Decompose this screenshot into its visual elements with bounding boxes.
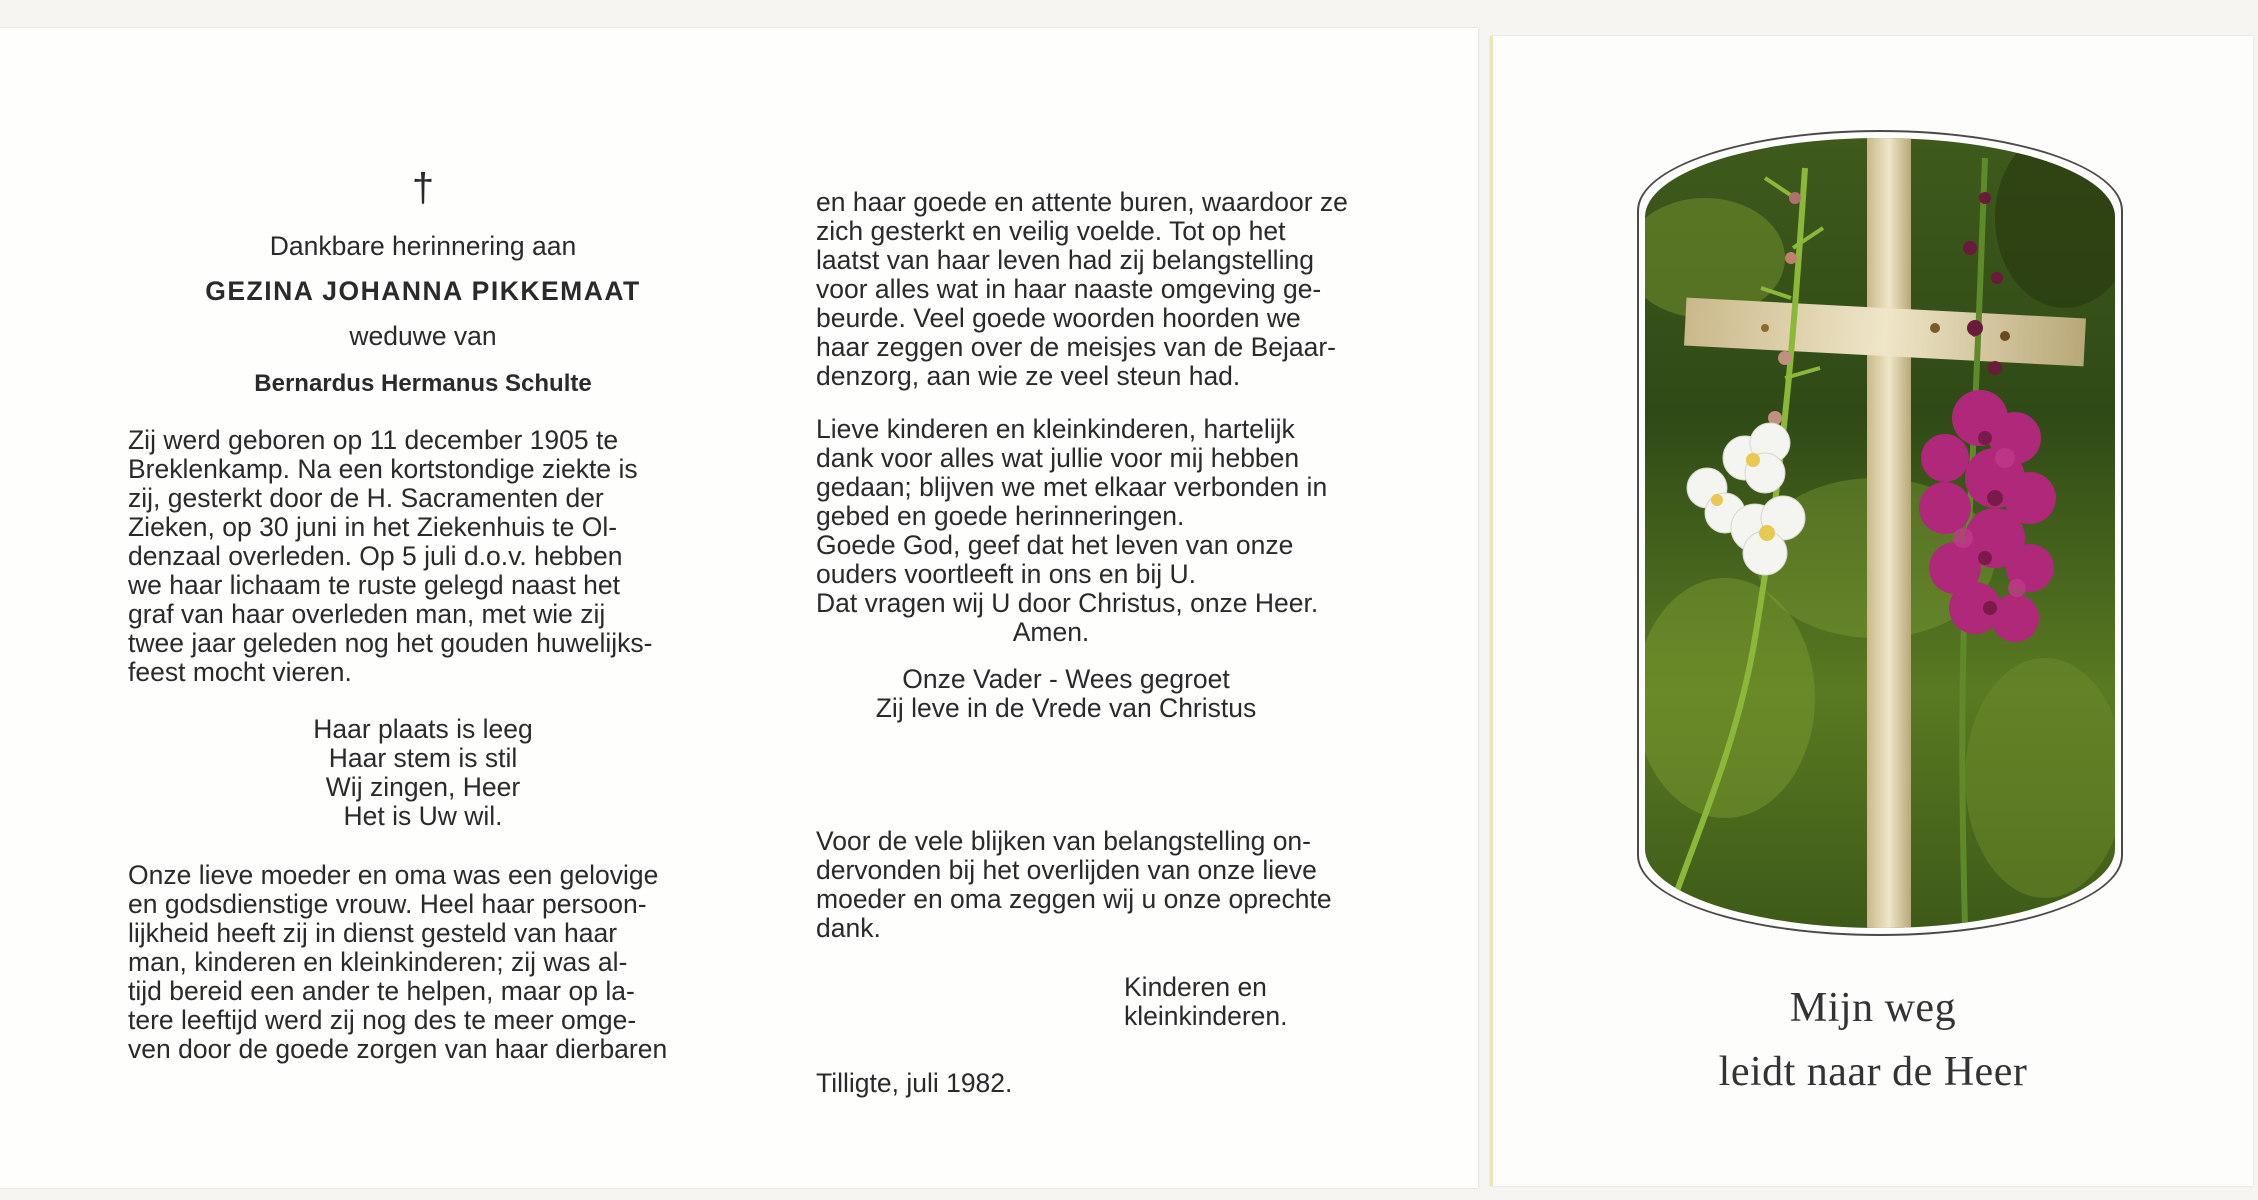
farewell-line: dank voor alles wat jullie voor mij hebben bbox=[816, 443, 1300, 473]
tribute-line: ven door de goede zorgen van haar dierbaren bbox=[128, 1034, 668, 1064]
biography-line: Breklenkamp. Na een kortstondige ziekte is bbox=[128, 454, 638, 484]
thanks-line: dank. bbox=[816, 913, 881, 943]
tribute-line: haar zeggen over de meisjes van de Bejaar- bbox=[816, 332, 1336, 362]
tribute-line: beurde. Veel goede woorden hoorden we bbox=[816, 303, 1301, 333]
tribute-line: tijd bereid een ander te helpen, maar op la- bbox=[128, 976, 635, 1006]
tribute-line: tere leeftijd werd zij nog des te meer omge- bbox=[128, 1005, 637, 1035]
place-date: Tilligte, juli 1982. bbox=[816, 1068, 1013, 1098]
tribute-line: laatst van haar leven had zij belangstelling bbox=[816, 245, 1314, 275]
tribute-paragraph bbox=[128, 861, 718, 1064]
biography-line: Zij werd geboren op 11 december 1905 te bbox=[128, 425, 619, 455]
cross-icon: † bbox=[411, 166, 435, 210]
thanks-line: moeder en oma zeggen wij u onze oprechte bbox=[816, 884, 1332, 914]
biography-paragraph bbox=[128, 426, 718, 687]
prayer-line: Zij leve in de Vrede van Christus bbox=[875, 693, 1257, 723]
husband-name: Bernardus Hermanus Schulte bbox=[254, 370, 592, 397]
tribute-continued-paragraph bbox=[816, 188, 1396, 391]
signature-line: Kinderen en bbox=[1124, 972, 1267, 1002]
memorial-card-inside bbox=[0, 28, 1478, 1188]
biography-line: denzaal overleden. Op 5 juli d.o.v. hebben bbox=[128, 541, 623, 571]
thanks-line: Voor de vele blijken van belangstelling on- bbox=[816, 826, 1311, 856]
amen-text: Amen. bbox=[1012, 617, 1090, 647]
tribute-line: man, kinderen en kleinkinderen; zij was al- bbox=[128, 947, 628, 977]
farewell-line: Dat vragen wij U door Christus, onze Heer. bbox=[816, 588, 1319, 618]
farewell-line: Goede God, geef dat het leven van onze bbox=[816, 530, 1294, 560]
tribute-line: voor alles wat in haar naaste omgeving ge- bbox=[816, 274, 1322, 304]
farewell-paragraph bbox=[816, 415, 1396, 618]
biography-line: we haar lichaam te ruste gelegd naast het bbox=[128, 570, 621, 600]
tribute-line: zich gesterkt en veilig voelde. Tot op het bbox=[816, 216, 1286, 246]
poem-line: Haar plaats is leeg bbox=[313, 714, 533, 744]
poem bbox=[128, 715, 718, 831]
signature bbox=[1124, 973, 1396, 1031]
thanks-paragraph bbox=[816, 827, 1396, 943]
motto-text bbox=[1613, 976, 2133, 1104]
biography-line: Zieken, op 30 juni in het Ziekenhuis te Ol- bbox=[128, 512, 618, 542]
left-column bbox=[128, 168, 718, 1064]
poem-line: Het is Uw wil. bbox=[343, 801, 503, 831]
tribute-line: denzorg, aan wie ze veel steun had. bbox=[816, 361, 1241, 391]
biography-line: feest mocht vieren. bbox=[128, 657, 352, 687]
farewell-line: gedaan; blijven we met elkaar verbonden in bbox=[816, 472, 1328, 502]
tribute-line: lijkheid heeft zij in dienst gesteld van haar bbox=[128, 918, 618, 948]
motto-line: Mijn weg bbox=[1789, 985, 1957, 1031]
prayers bbox=[816, 665, 1316, 723]
poem-line: Haar stem is stil bbox=[328, 743, 518, 773]
biography-line: twee jaar geleden nog het gouden huwelijks- bbox=[128, 628, 653, 658]
tribute-line: en godsdienstige vrouw. Heel haar persoon- bbox=[128, 889, 647, 919]
cross-flowers-photo bbox=[1637, 130, 2123, 936]
farewell-line: gebed en goede herinneringen. bbox=[816, 501, 1185, 531]
right-column bbox=[816, 188, 1396, 1098]
deceased-name: GEZINA JOHANNA PIKKEMAAT bbox=[205, 276, 641, 306]
intro-text: Dankbare herinnering aan bbox=[269, 231, 577, 261]
farewell-line: Lieve kinderen en kleinkinderen, hartelijk bbox=[816, 414, 1295, 444]
poem-line: Wij zingen, Heer bbox=[325, 772, 521, 802]
prayer-line: Onze Vader - Wees gegroet bbox=[902, 664, 1230, 694]
cross-flowers-image bbox=[1645, 138, 2115, 928]
widow-of-text: weduwe van bbox=[349, 321, 497, 351]
biography-line: zij, gesterkt door de H. Sacramenten der bbox=[128, 483, 604, 513]
memorial-card-cover bbox=[1490, 36, 2253, 1186]
farewell-line: ouders voortleeft in ons en bij U. bbox=[816, 559, 1197, 589]
biography-line: graf van haar overleden man, met wie zij bbox=[128, 599, 606, 629]
thanks-line: dervonden bij het overlijden van onze lieve bbox=[816, 855, 1317, 885]
motto-line: leidt naar de Heer bbox=[1718, 1049, 2028, 1095]
signature-line: kleinkinderen. bbox=[1124, 1001, 1288, 1031]
tribute-line: Onze lieve moeder en oma was een gelovige bbox=[128, 860, 659, 890]
tribute-line: en haar goede en attente buren, waardoor ze bbox=[816, 187, 1348, 217]
